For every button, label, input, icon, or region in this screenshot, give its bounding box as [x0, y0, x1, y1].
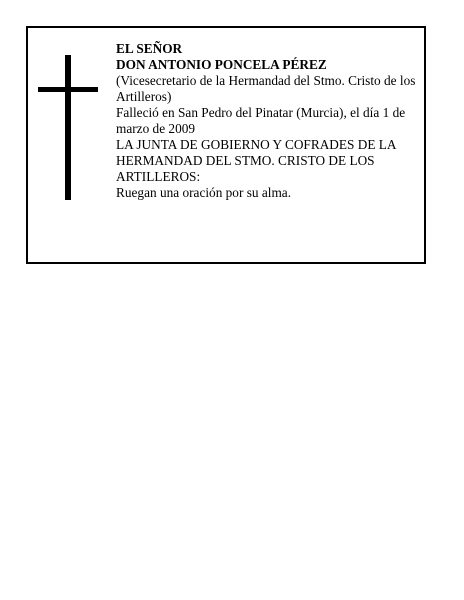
obituary-notice [26, 26, 426, 264]
deceased-role: (Vicesecretario de la Hermandad del Stmo. Cristo de los Artilleros) [116, 73, 416, 104]
cross-icon [38, 55, 98, 200]
cross-vertical-bar [65, 55, 71, 200]
notice-text [116, 41, 418, 201]
cross-horizontal-bar [38, 87, 98, 92]
notice-title: EL SEÑOR [116, 41, 183, 56]
death-info: Falleció en San Pedro del Pinatar (Murcia), el día 1 de marzo de 2009 [116, 105, 406, 136]
signatories: LA JUNTA DE GOBIERNO Y COFRADES DE LA HERMANDAD DEL STMO. CRISTO DE LOS ARTILLEROS: [116, 137, 396, 184]
prayer-request: Ruegan una oración por su alma. [116, 185, 292, 200]
deceased-name: DON ANTONIO PONCELA PÉREZ [116, 57, 327, 72]
